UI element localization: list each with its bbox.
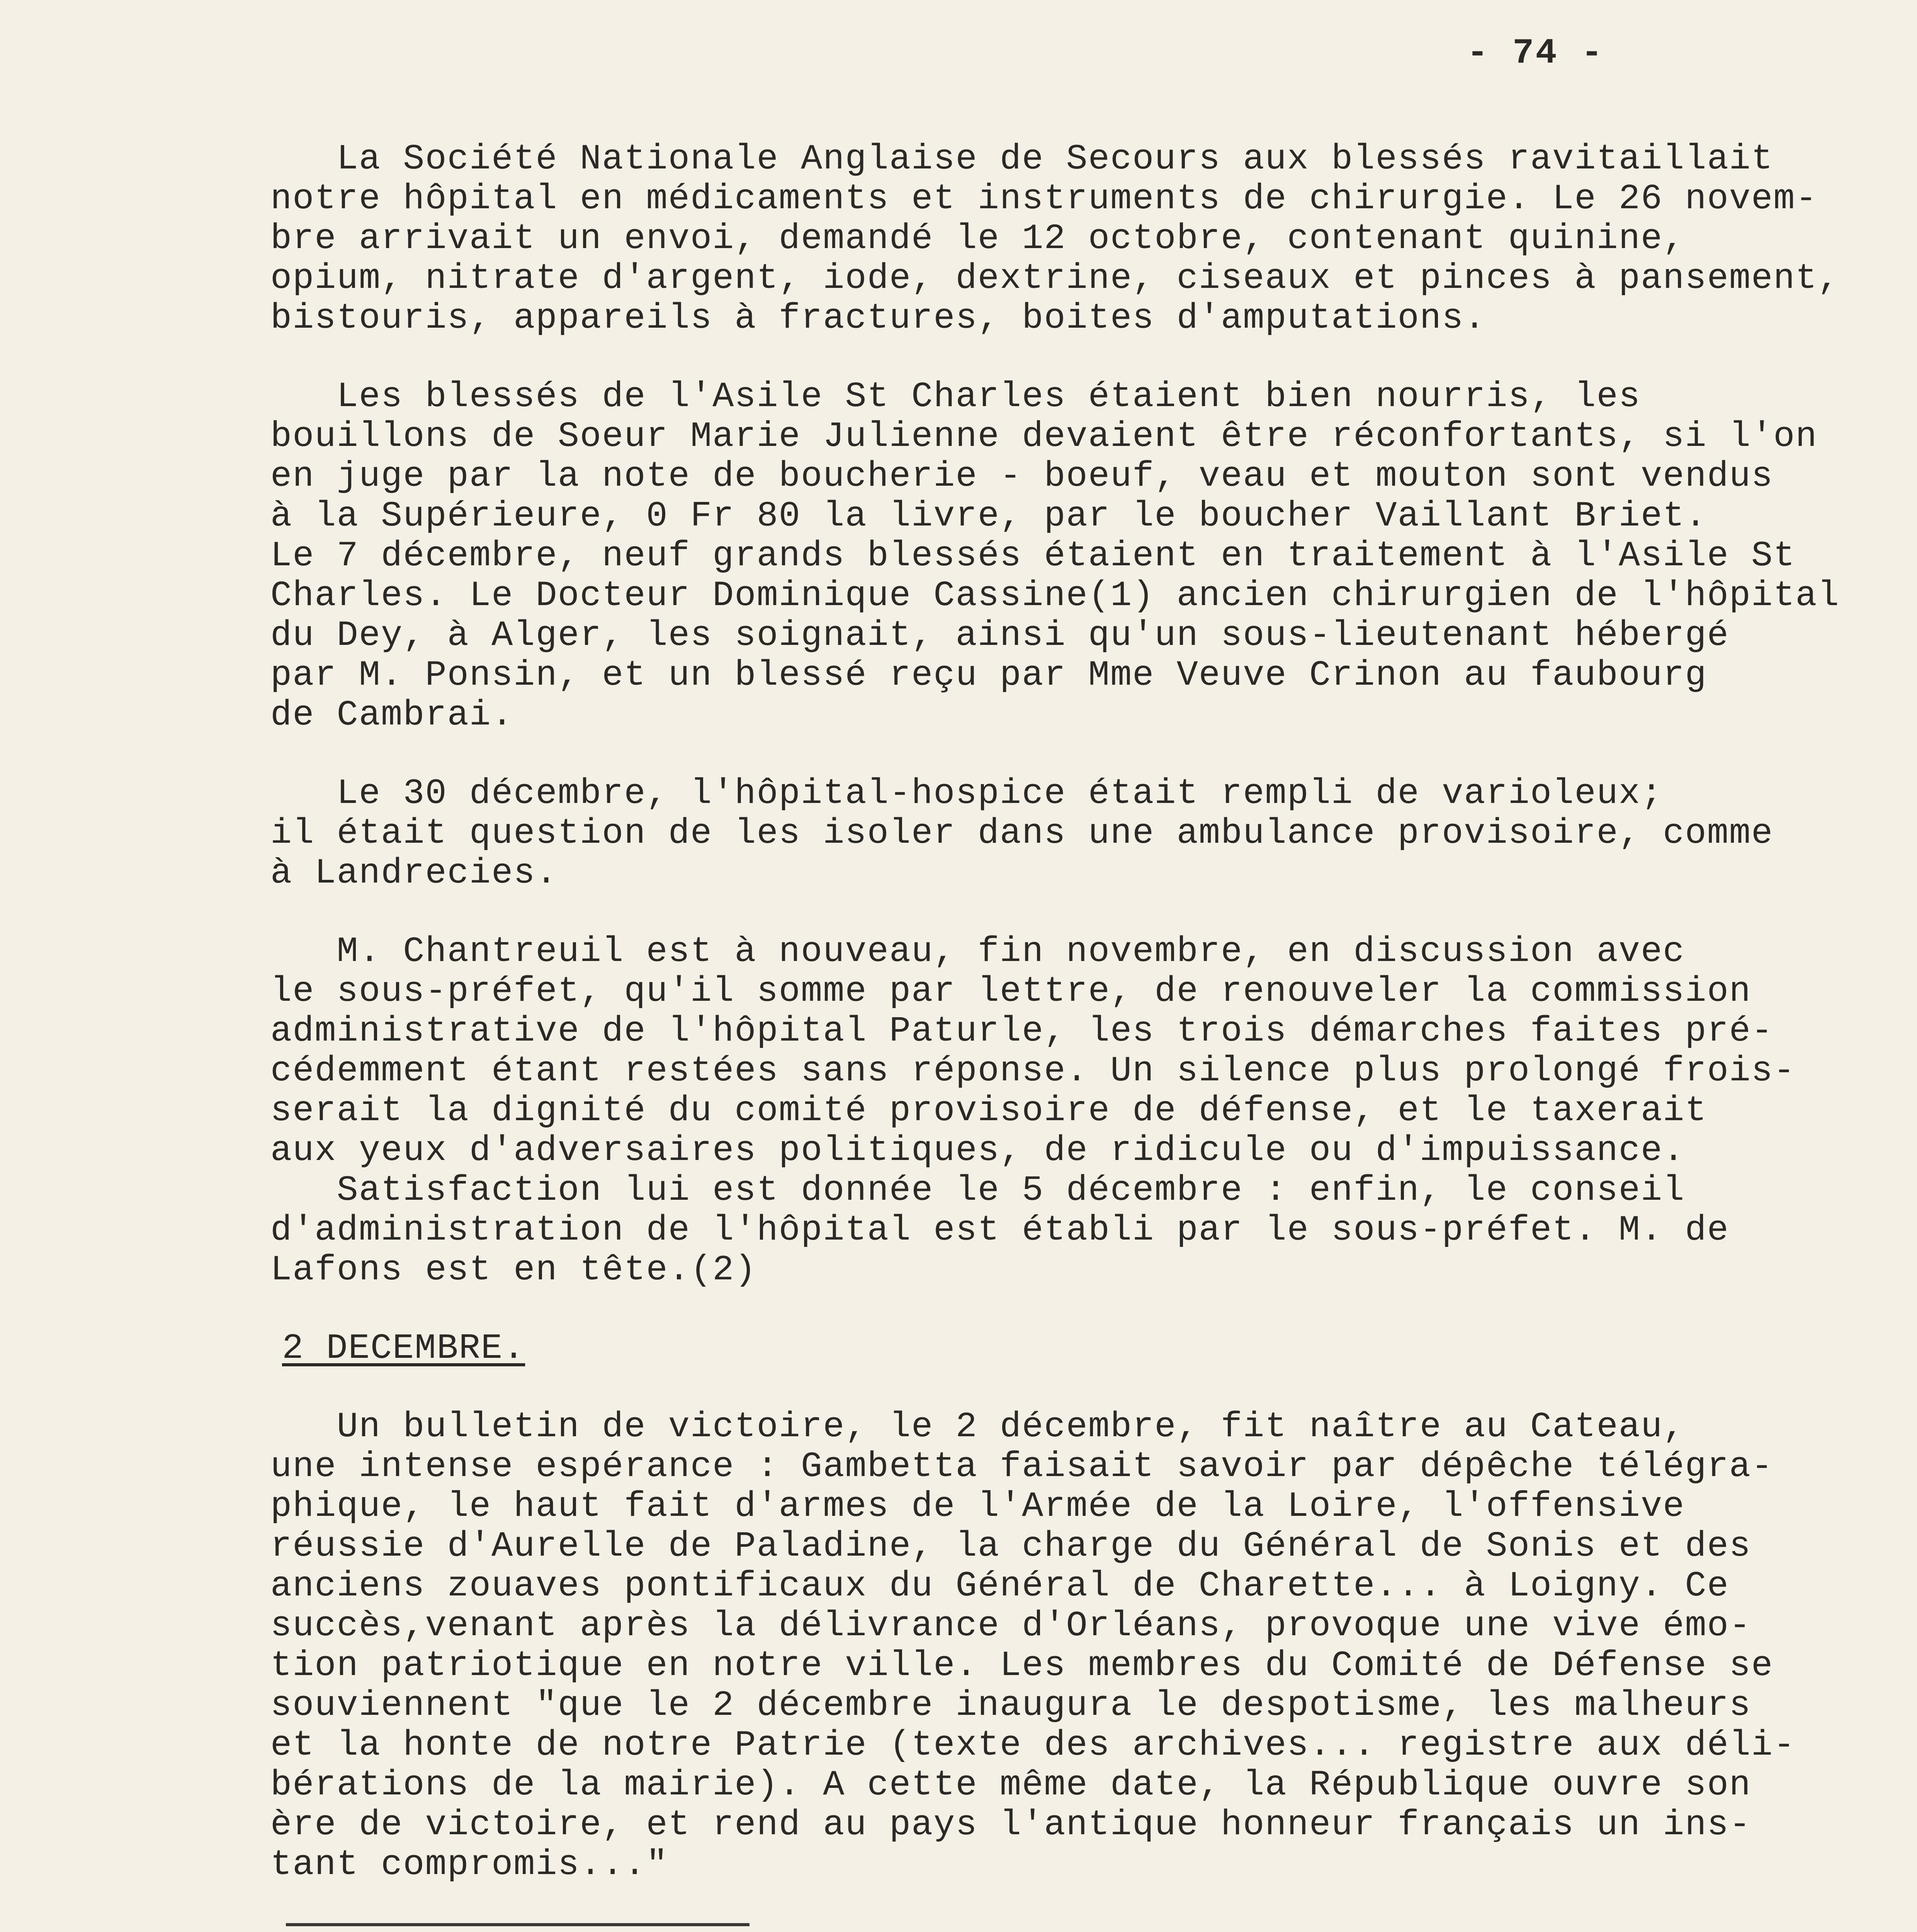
text-line: à la Supérieure, 0 Fr 80 la livre, par le boucher Vaillant Briet.: [270, 496, 1707, 536]
text-line: Les blessés de l'Asile St Charles étaient bien nourris, les: [270, 376, 1641, 417]
text-line: bistouris, appareils à fractures, boites d'amputations.: [270, 298, 1486, 338]
text-line: Un bulletin de victoire, le 2 décembre, fit naître au Cateau,: [270, 1406, 1685, 1447]
text-line: du Dey, à Alger, les soignait, ainsi qu'un sous-lieutenant hébergé: [270, 615, 1729, 656]
text-line: M. Chantreuil est à nouveau, fin novembre, en discussion avec: [270, 931, 1685, 972]
text-line: Le 30 décembre, l'hôpital-hospice était rempli de varioleux;: [270, 773, 1663, 814]
text-line: Charles. Le Docteur Dominique Cassine(1) ancien chirurgien de l'hôpital: [270, 575, 1840, 616]
text-line: tant compromis...": [270, 1844, 668, 1885]
text-line: une intense espérance : Gambetta faisait savoir par dépêche télégra-: [270, 1446, 1774, 1487]
text-line: anciens zouaves pontificaux du Général de Charette... à Loigny. Ce: [270, 1566, 1729, 1606]
text-line: Satisfaction lui est donnée le 5 décembre : enfin, le conseil: [270, 1170, 1685, 1211]
section-heading: 2 DECEMBRE.: [282, 1328, 525, 1369]
text-line: réussie d'Aurelle de Paladine, la charge du Général de Sonis et des: [270, 1526, 1752, 1566]
text-line: phique, le haut fait d'armes de l'Armée de la Loire, l'offensive: [270, 1486, 1685, 1527]
paragraph-p5: [270, 1407, 1885, 1884]
text-line: ère de victoire, et rend au pays l'antique honneur français un ins-: [270, 1804, 1752, 1845]
text-line: opium, nitrate d'argent, iode, dextrine, ciseaux et pinces à pansement,: [270, 258, 1840, 299]
text-line: serait la dignité du comité provisoire de défense, et le taxerait: [270, 1090, 1707, 1131]
text-line: Le 7 décembre, neuf grands blessés étaient en traitement à l'Asile St: [270, 536, 1796, 576]
text-line: de Cambrai.: [270, 695, 514, 735]
body-text: [270, 139, 1885, 1932]
text-line: administrative de l'hôpital Paturle, les trois démarches faites pré-: [270, 1011, 1774, 1051]
text-line: d'administration de l'hôpital est établi par le sous-préfet. M. de: [270, 1210, 1729, 1250]
text-line: bre arrivait un envoi, demandé le 12 octobre, contenant quinine,: [270, 218, 1685, 259]
paragraph-p3: [270, 774, 1885, 893]
text-line: cédemment étant restées sans réponse. Un silence plus prolongé frois-: [270, 1051, 1796, 1091]
text-line: souviennent "que le 2 décembre inaugura le despotisme, les malheurs: [270, 1685, 1752, 1726]
text-line: bouillons de Soeur Marie Julienne devaient être réconfortants, si l'on: [270, 416, 1818, 457]
paragraph-p1: [270, 139, 1885, 338]
text-line: à Landrecies.: [270, 853, 558, 893]
text-line: La Société Nationale Anglaise de Secours aux blessés ravitaillait: [270, 139, 1774, 179]
text-line: par M. Ponsin, et un blessé reçu par Mme Veuve Crinon au faubourg: [270, 655, 1707, 696]
footnote-separator: [286, 1923, 749, 1926]
text-line: aux yeux d'adversaires politiques, de ridicule ou d'impuissance.: [270, 1130, 1685, 1171]
text-line: et la honte de notre Patrie (texte des archives... registre aux déli-: [270, 1725, 1796, 1765]
text-line: bérations de la mairie). A cette même date, la République ouvre son: [270, 1765, 1752, 1805]
page-number: - 74 -: [1467, 33, 1604, 73]
paragraph-p4: [270, 932, 1885, 1290]
text-line: Lafons est en tête.(2): [270, 1250, 757, 1290]
text-line: tion patriotique en notre ville. Les membres du Comité de Défense se: [270, 1645, 1774, 1686]
main-paragraphs: [270, 139, 1885, 1290]
text-line: le sous-préfet, qu'il somme par lettre, de renouveler la commission: [270, 971, 1752, 1012]
paragraph-p2: [270, 377, 1885, 735]
text-line: en juge par la note de boucherie - boeuf, veau et mouton sont vendus: [270, 456, 1774, 497]
section-paragraphs: [270, 1407, 1885, 1884]
text-line: il était question de les isoler dans une ambulance provisoire, comme: [270, 813, 1774, 854]
text-line: succès,venant après la délivrance d'Orléans, provoque une vive émo-: [270, 1605, 1752, 1646]
text-line: notre hôpital en médicaments et instruments de chirurgie. Le 26 novem-: [270, 179, 1818, 219]
